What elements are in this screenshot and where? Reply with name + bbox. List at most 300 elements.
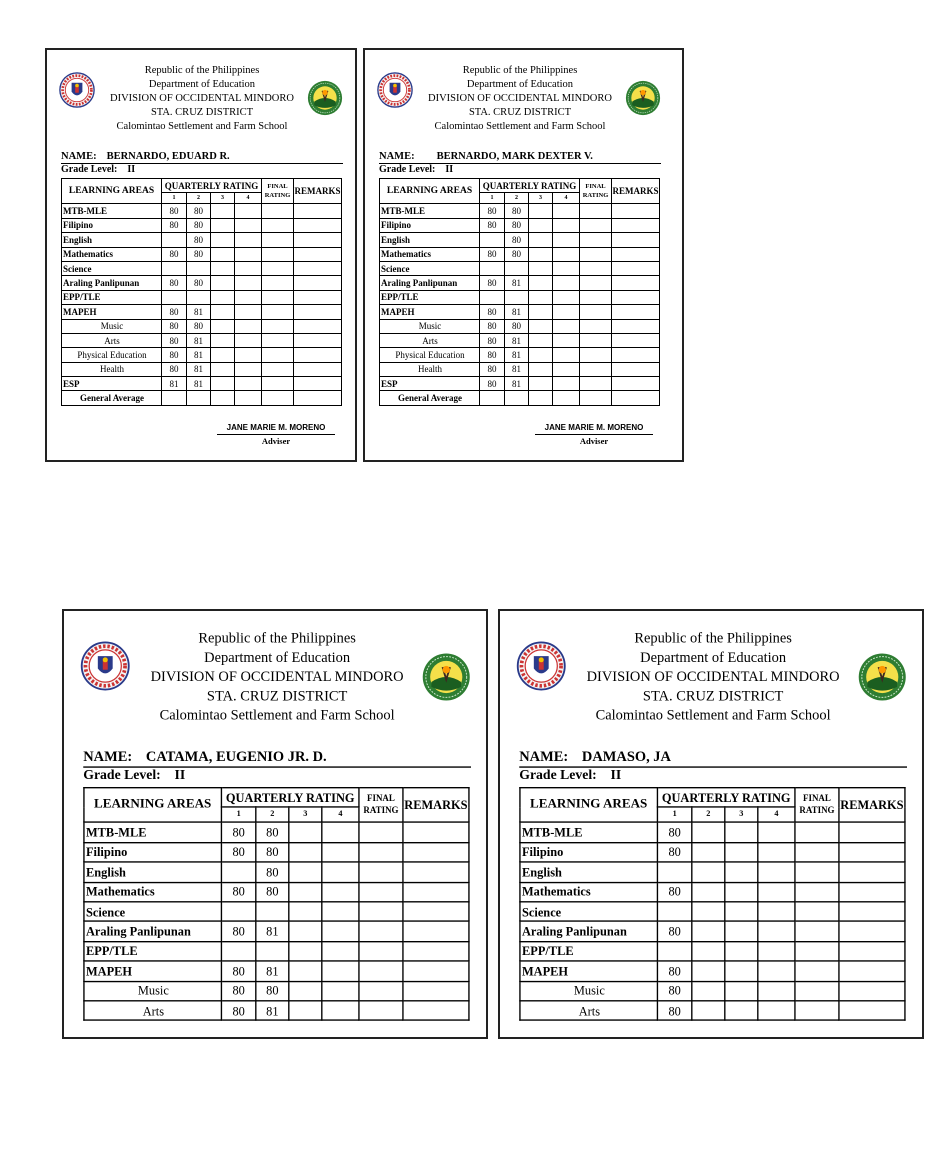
remarks-cell (839, 902, 905, 922)
quarterly-rating-header: QUARTERLY RATING (162, 179, 262, 193)
header-line1: Republic of the Philippines (198, 631, 356, 647)
grade-cell (289, 882, 322, 902)
grade-cell (529, 333, 553, 347)
table-row (84, 862, 469, 882)
grade-cell (553, 218, 580, 232)
grade-cell (235, 391, 262, 405)
table-row (380, 218, 660, 232)
grade-cell (553, 377, 580, 391)
grade-cell: 80 (505, 233, 529, 247)
remarks-cell (403, 922, 469, 942)
subject-name: MTB-MLE (62, 204, 162, 218)
subject-name: Filipino (380, 218, 480, 232)
grade-cell (235, 348, 262, 362)
grade-cell: 80 (187, 218, 211, 232)
grade-cell: 80 (221, 961, 255, 981)
final-rating-cell (580, 319, 612, 333)
table-row (380, 247, 660, 261)
grade-level-value: II (127, 164, 136, 175)
grade-cell (529, 305, 553, 319)
grade-cell: 80 (480, 305, 505, 319)
grade-cell: 80 (256, 823, 289, 843)
grade-cell (211, 204, 235, 218)
grade-cell (505, 261, 529, 275)
final-rating-cell (262, 362, 294, 376)
table-row (380, 290, 660, 304)
name-label: NAME: (379, 151, 415, 162)
header-line3: DIVISION OF OCCIDENTAL MINDORO (428, 93, 612, 104)
grade-cell: 81 (162, 377, 187, 391)
grade-cell (211, 261, 235, 275)
subject-name: Music (380, 319, 480, 333)
grade-cell (553, 290, 580, 304)
subject-name: English (62, 233, 162, 247)
grade-cell (758, 862, 795, 882)
header-line5: Calomintao Settlement and Farm School (434, 121, 606, 132)
grade-cell: 80 (480, 247, 505, 261)
final-rating-header: FINAL RATING (262, 179, 294, 204)
grade-cell: 80 (480, 218, 505, 232)
grade-cell (322, 981, 359, 1001)
student-name-row (61, 150, 343, 164)
report-card (363, 48, 684, 462)
grade-level-label: Grade Level: (379, 164, 436, 175)
table-row (84, 941, 469, 961)
subject-name: Science (62, 261, 162, 275)
grade-cell (322, 823, 359, 843)
grade-cell (553, 362, 580, 376)
table-row (520, 1001, 905, 1021)
table-row (62, 261, 342, 275)
table-row (84, 882, 469, 902)
grade-cell (692, 941, 725, 961)
subject-name: Science (84, 902, 222, 922)
grade-cell (657, 941, 691, 961)
table-row (84, 902, 469, 922)
final-rating-cell (262, 204, 294, 218)
grade-cell (480, 261, 505, 275)
subject-name: MAPEH (84, 961, 222, 981)
grade-cell: 80 (162, 305, 187, 319)
remarks-cell (839, 882, 905, 902)
card-content (365, 50, 675, 460)
table-row (84, 922, 469, 942)
grade-cell: 80 (187, 319, 211, 333)
grade-cell (529, 233, 553, 247)
subject-name: MAPEH (62, 305, 162, 319)
final-rating-cell (262, 333, 294, 347)
grade-cell (692, 902, 725, 922)
subject-name: Mathematics (62, 247, 162, 261)
final-rating-cell (580, 362, 612, 376)
quarter-number: 4 (235, 193, 262, 204)
final-rating-cell (262, 261, 294, 275)
table-row (380, 362, 660, 376)
grade-cell: 80 (162, 204, 187, 218)
subject-name: Arts (62, 333, 162, 347)
subject-name: English (84, 862, 222, 882)
grade-cell (657, 862, 691, 882)
grade-level-value: II (174, 767, 186, 783)
quarterly-rating-header: QUARTERLY RATING (480, 179, 580, 193)
grade-cell (211, 319, 235, 333)
quarter-number: 2 (187, 193, 211, 204)
header-line1: Republic of the Philippines (634, 631, 792, 647)
table-row (520, 842, 905, 862)
final-rating-cell (580, 290, 612, 304)
table-row (62, 377, 342, 391)
subject-name: MTB-MLE (520, 823, 658, 843)
grade-cell (322, 842, 359, 862)
grade-cell (480, 391, 505, 405)
table-row (520, 961, 905, 981)
adviser-signature (535, 422, 653, 447)
grade-cell (580, 391, 612, 405)
table-row (62, 218, 342, 232)
table-row (520, 922, 905, 942)
remarks-cell (612, 261, 660, 275)
subject-name: Araling Panlipunan (84, 922, 222, 942)
final-rating-cell (795, 981, 839, 1001)
table-header-row (84, 788, 469, 808)
grade-cell: 80 (256, 981, 289, 1001)
final-rating-cell (359, 902, 403, 922)
quarter-number: 1 (162, 193, 187, 204)
grade-cell (553, 261, 580, 275)
remarks-cell (294, 204, 342, 218)
grade-cell: 80 (657, 842, 691, 862)
table-row (62, 276, 342, 290)
remarks-cell (839, 823, 905, 843)
report-card (498, 609, 924, 1039)
table-row (62, 247, 342, 261)
table-row (380, 319, 660, 333)
grade-cell: 80 (657, 961, 691, 981)
remarks-cell (612, 333, 660, 347)
grade-cell (322, 941, 359, 961)
final-rating-cell (795, 961, 839, 981)
grade-cell (211, 333, 235, 347)
subject-name: Science (520, 902, 658, 922)
header-line4: STA. CRUZ DISTRICT (468, 107, 572, 118)
subject-name: Health (62, 362, 162, 376)
grade-cell (235, 247, 262, 261)
remarks-cell (612, 290, 660, 304)
grade-cell (725, 862, 758, 882)
final-rating-cell (262, 319, 294, 333)
final-rating-cell (580, 276, 612, 290)
table-header-row (62, 179, 342, 193)
grade-cell (758, 882, 795, 902)
grade-cell (725, 922, 758, 942)
grade-cell (529, 276, 553, 290)
grade-cell: 81 (505, 377, 529, 391)
final-rating-cell (795, 922, 839, 942)
grade-cell: 80 (505, 247, 529, 261)
table-row (62, 319, 342, 333)
student-name: BERNARDO, MARK DEXTER V. (436, 151, 593, 162)
subject-name: EPP/TLE (520, 941, 658, 961)
grade-cell: 80 (480, 276, 505, 290)
subject-name: English (520, 862, 658, 882)
grade-cell (162, 391, 187, 405)
grade-cell (221, 941, 255, 961)
grade-cell (692, 961, 725, 981)
grade-cell (256, 941, 289, 961)
subject-name: English (380, 233, 480, 247)
general-average-row (380, 391, 660, 405)
grade-cell (235, 362, 262, 376)
final-rating-header: FINAL RATING (795, 788, 839, 823)
table-row (520, 823, 905, 843)
quarterly-rating-header: QUARTERLY RATING (657, 788, 795, 808)
grade-cell (529, 261, 553, 275)
final-rating-cell (580, 305, 612, 319)
grade-cell: 80 (657, 981, 691, 1001)
grade-level-row (83, 768, 185, 785)
remarks-cell (294, 233, 342, 247)
grade-cell (187, 290, 211, 304)
adviser-title: Adviser (261, 436, 291, 446)
grade-cell (221, 902, 255, 922)
grade-cell: 80 (505, 218, 529, 232)
final-rating-cell (262, 290, 294, 304)
final-rating-cell (262, 233, 294, 247)
grade-cell (529, 247, 553, 261)
remarks-cell (612, 377, 660, 391)
grade-cell: 80 (480, 362, 505, 376)
subject-name: Science (380, 261, 480, 275)
grade-cell (211, 218, 235, 232)
subject-name: Music (520, 981, 658, 1001)
grade-cell (235, 305, 262, 319)
grade-cell (758, 961, 795, 981)
deped-seal-icon (517, 641, 567, 691)
table-row (380, 204, 660, 218)
grade-cell (529, 362, 553, 376)
remarks-cell (403, 823, 469, 843)
grade-cell (235, 204, 262, 218)
table-row (520, 902, 905, 922)
remarks-cell (403, 941, 469, 961)
grade-cell: 80 (480, 204, 505, 218)
final-rating-cell (795, 902, 839, 922)
grade-cell: 80 (162, 276, 187, 290)
remarks-cell (403, 842, 469, 862)
grade-cell (725, 823, 758, 843)
grade-cell: 81 (505, 305, 529, 319)
header-line4: STA. CRUZ DISTRICT (150, 107, 254, 118)
grade-level-label: Grade Level: (61, 164, 118, 175)
header-line2: Department of Education (148, 79, 256, 90)
grade-level-label: Grade Level: (519, 767, 597, 783)
quarter-number: 1 (657, 807, 691, 822)
grade-cell (162, 261, 187, 275)
header-line5: Calomintao Settlement and Farm School (595, 708, 831, 724)
grade-cell (289, 922, 322, 942)
grade-cell (725, 902, 758, 922)
grade-cell (289, 1001, 322, 1021)
subject-name: MAPEH (520, 961, 658, 981)
grade-cell (235, 276, 262, 290)
table-row (62, 290, 342, 304)
grade-cell: 80 (480, 333, 505, 347)
grade-cell (256, 902, 289, 922)
grade-cell: 80 (187, 233, 211, 247)
grade-level-value: II (610, 767, 622, 783)
card-content (500, 611, 926, 1175)
deped-seal-icon (59, 72, 95, 108)
grade-cell (529, 348, 553, 362)
grade-cell (289, 981, 322, 1001)
grade-cell (612, 391, 660, 405)
subject-name: Filipino (84, 842, 222, 862)
grade-cell (553, 333, 580, 347)
grade-cell (692, 1001, 725, 1021)
header-line4: STA. CRUZ DISTRICT (206, 689, 348, 705)
remarks-header: REMARKS (403, 788, 469, 823)
grade-cell (211, 377, 235, 391)
final-rating-cell (359, 961, 403, 981)
subject-name: Mathematics (84, 882, 222, 902)
grade-cell: 80 (256, 862, 289, 882)
subject-name: Araling Panlipunan (520, 922, 658, 942)
header-line4: STA. CRUZ DISTRICT (642, 689, 784, 705)
quarter-number: 4 (322, 807, 359, 822)
adviser-name: JANE MARIE M. MORENO (535, 422, 653, 435)
grade-cell (289, 862, 322, 882)
grade-cell (289, 941, 322, 961)
quarter-number: 2 (256, 807, 289, 822)
remarks-cell (403, 882, 469, 902)
name-label: NAME: (519, 749, 569, 765)
grade-cell (505, 391, 529, 405)
grade-cell (322, 961, 359, 981)
student-name-row (379, 150, 661, 164)
grade-cell (529, 204, 553, 218)
table-row (62, 333, 342, 347)
grade-cell: 81 (256, 961, 289, 981)
quarter-number: 1 (221, 807, 255, 822)
grade-cell: 81 (187, 348, 211, 362)
remarks-cell (612, 247, 660, 261)
table-row (62, 362, 342, 376)
grade-cell (211, 290, 235, 304)
quarter-number: 3 (289, 807, 322, 822)
subject-name: Music (84, 981, 222, 1001)
grade-cell: 80 (221, 1001, 255, 1021)
grade-cell (758, 941, 795, 961)
grade-cell (529, 290, 553, 304)
grade-cell: 80 (480, 348, 505, 362)
final-rating-cell (580, 233, 612, 247)
grade-cell (211, 247, 235, 261)
remarks-cell (294, 276, 342, 290)
grade-cell: 80 (162, 218, 187, 232)
quarter-number: 3 (211, 193, 235, 204)
subject-name: ESP (380, 377, 480, 391)
final-rating-cell (262, 218, 294, 232)
final-rating-cell (262, 247, 294, 261)
grade-cell (529, 391, 553, 405)
remarks-cell (294, 305, 342, 319)
grade-cell: 81 (256, 922, 289, 942)
quarter-number: 4 (758, 807, 795, 822)
remarks-cell (403, 902, 469, 922)
remarks-cell (294, 218, 342, 232)
deped-seal-icon (377, 72, 413, 108)
grade-cell (553, 276, 580, 290)
final-rating-cell (262, 377, 294, 391)
grade-cell (529, 377, 553, 391)
quarter-number: 3 (529, 193, 553, 204)
grade-cell (235, 261, 262, 275)
grade-cell (289, 823, 322, 843)
quarterly-rating-header: QUARTERLY RATING (221, 788, 359, 808)
grade-cell: 80 (657, 882, 691, 902)
subject-name: Music (62, 319, 162, 333)
remarks-cell (403, 862, 469, 882)
grade-cell (211, 362, 235, 376)
grades-table (519, 787, 905, 1021)
grade-cell (187, 261, 211, 275)
grade-cell (657, 902, 691, 922)
grade-cell (505, 290, 529, 304)
student-name-row (83, 749, 471, 768)
final-rating-cell (795, 823, 839, 843)
grade-cell: 80 (162, 319, 187, 333)
table-row (380, 348, 660, 362)
grade-cell (211, 348, 235, 362)
adviser-name: JANE MARIE M. MORENO (217, 422, 335, 435)
grade-cell (480, 290, 505, 304)
subject-name: Arts (84, 1001, 222, 1021)
final-rating-cell (580, 261, 612, 275)
remarks-cell (403, 961, 469, 981)
remarks-cell (294, 362, 342, 376)
table-row (520, 882, 905, 902)
grade-cell: 81 (505, 333, 529, 347)
grade-cell: 80 (162, 247, 187, 261)
grade-cell: 81 (187, 305, 211, 319)
remarks-cell (839, 981, 905, 1001)
header-line2: Department of Education (204, 650, 351, 666)
subject-name: Mathematics (380, 247, 480, 261)
table-row (62, 348, 342, 362)
final-rating-cell (580, 377, 612, 391)
grade-cell (211, 391, 235, 405)
grade-cell (262, 391, 294, 405)
grade-cell (758, 1001, 795, 1021)
remarks-cell (294, 333, 342, 347)
grade-cell (692, 842, 725, 862)
division-seal-icon (858, 652, 908, 702)
remarks-header: REMARKS (839, 788, 905, 823)
grade-cell: 80 (221, 981, 255, 1001)
grade-cell: 80 (221, 922, 255, 942)
grades-table (61, 178, 342, 406)
subject-name: Filipino (62, 218, 162, 232)
deped-seal-icon (81, 641, 131, 691)
grade-cell (211, 276, 235, 290)
grade-cell (725, 882, 758, 902)
grade-cell: 80 (162, 348, 187, 362)
remarks-cell (839, 941, 905, 961)
grade-cell (692, 823, 725, 843)
final-rating-cell (359, 1001, 403, 1021)
grade-cell (235, 290, 262, 304)
name-label: NAME: (83, 749, 133, 765)
